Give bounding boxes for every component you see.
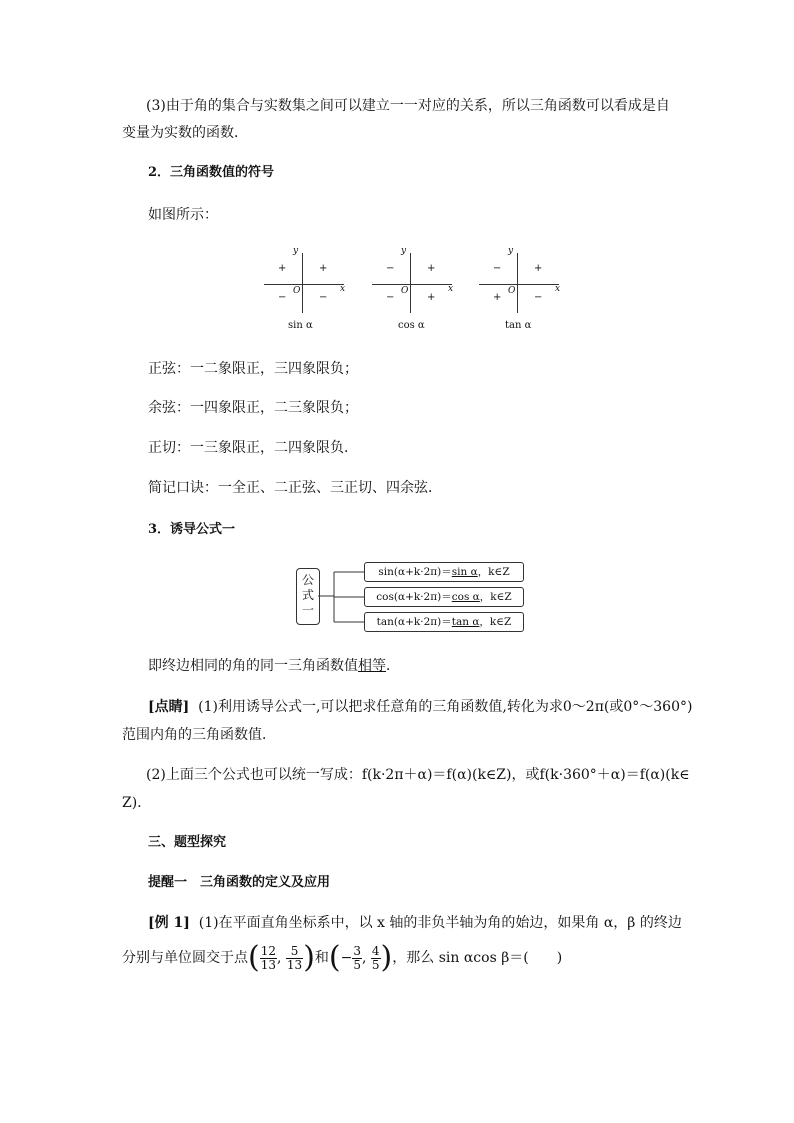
quadrant-1-sign: + — [427, 263, 436, 274]
origin-label: O — [293, 286, 301, 296]
fraction: $\frac{4}{5}$ — [371, 943, 380, 972]
formula-tan: tan(α+k·2π)＝tan α，k∈Z — [364, 612, 524, 632]
x-axis-label: x — [555, 284, 561, 294]
section-2-title: 2．三角函数值的符号 — [148, 165, 275, 180]
note-line2: 范围内角的三角函数值． — [122, 727, 276, 743]
rule-mnemonic: 简记口诀：一全正、二正弦、三正切、四余弦． — [148, 480, 442, 496]
quadrant-3-sign: − — [278, 292, 287, 303]
x-axis — [372, 284, 452, 285]
quadrant-3-sign: + — [493, 292, 502, 303]
sign-diagram-sin — [262, 247, 350, 337]
quadrant-4-sign: − — [534, 292, 543, 303]
formula-bracket — [318, 570, 366, 630]
y-axis-label: y — [401, 246, 407, 256]
fraction: $\frac{5}{13}$ — [286, 943, 303, 972]
rule-tan: 正切：一三象限正，二四象限负． — [148, 440, 358, 456]
quadrant-1-sign: + — [534, 263, 543, 274]
example-line1: [例 1] (1)在平面直角坐标系中，以 x 轴的非负半轴为角的始边，如果角 α，β 的终边 — [148, 915, 682, 931]
quadrant-3-sign: − — [386, 292, 395, 303]
quadrant-2-sign: + — [278, 263, 287, 274]
section-iii-sub: 提醒一 三角函数的定义及应用 — [148, 875, 331, 890]
note-line4: Z)． — [122, 795, 152, 811]
diagram-caption: sin α — [288, 320, 313, 331]
y-axis-label: y — [293, 246, 299, 256]
example-line2: 分别与单位圆交于点( $\frac{12}{13}$ , $\frac{5}{13}$ )和(− $\frac{3}{5}$ , $\frac{4}{5}$ )，那么 sin αcos β＝( ) — [122, 940, 563, 975]
y-axis — [410, 253, 411, 313]
diagram-caption: cos α — [398, 320, 425, 331]
y-axis — [302, 253, 303, 313]
quadrant-2-sign: − — [386, 263, 395, 274]
para-3-line2: 变量为实数的函数． — [122, 125, 248, 141]
rule-sin: 正弦：一二象限正，三四象限负； — [148, 361, 358, 377]
formula-label-char: 一 — [302, 603, 315, 617]
example-tag: [例 1] — [148, 915, 190, 931]
formula-label-char: 公 — [302, 573, 315, 587]
note-line3: (2)上面三个公式也可以统一写成：f(k·2π＋α)＝f(α)(k∈Z)，或f(k·360°＋α)＝f(α)(k∈ — [146, 767, 690, 783]
formula-label-box — [296, 568, 320, 625]
y-axis — [517, 253, 518, 313]
sign-diagram-tan — [477, 247, 565, 337]
formula-summary: 即终边相同的角的同一三角函数值相等． — [148, 658, 400, 674]
x-axis-label: x — [340, 284, 346, 294]
x-axis — [264, 284, 344, 285]
note-line1: [点睛] (1)利用诱导公式一,可以把求任意角的三角函数值,转化为求0～2π(或0°～360°) — [148, 699, 693, 715]
rule-cos: 余弦：一四象限正，二三象限负； — [148, 400, 358, 416]
quadrant-4-sign: − — [319, 292, 328, 303]
fraction: $\frac{12}{13}$ — [260, 943, 276, 972]
section-iii-title: 三、题型探究 — [148, 835, 227, 850]
quadrant-1-sign: + — [319, 263, 328, 274]
section-3-title: 3．诱导公式一 — [148, 522, 236, 537]
fraction: $\frac{3}{5}$ — [353, 943, 361, 972]
formula-sin: sin(α+k·2π)＝sin α，k∈Z — [364, 562, 524, 582]
diagram-caption: tan α — [505, 320, 532, 331]
quadrant-4-sign: + — [427, 292, 436, 303]
x-axis — [479, 284, 559, 285]
sign-diagram-cos — [370, 247, 458, 337]
origin-label: O — [508, 286, 516, 296]
note-tag: [点睛] — [148, 699, 190, 715]
y-axis-label: y — [508, 246, 514, 256]
section-2-intro: 如图所示： — [148, 207, 218, 223]
x-axis-label: x — [448, 284, 454, 294]
quadrant-2-sign: − — [493, 263, 502, 274]
formula-cos: cos(α+k·2π)＝cos α，k∈Z — [364, 587, 524, 607]
origin-label: O — [401, 286, 409, 296]
formula-label-char: 式 — [302, 588, 315, 602]
para-3-line1: (3)由于角的集合与实数集之间可以建立一一对应的关系，所以三角函数可以看成是自 — [146, 98, 670, 114]
